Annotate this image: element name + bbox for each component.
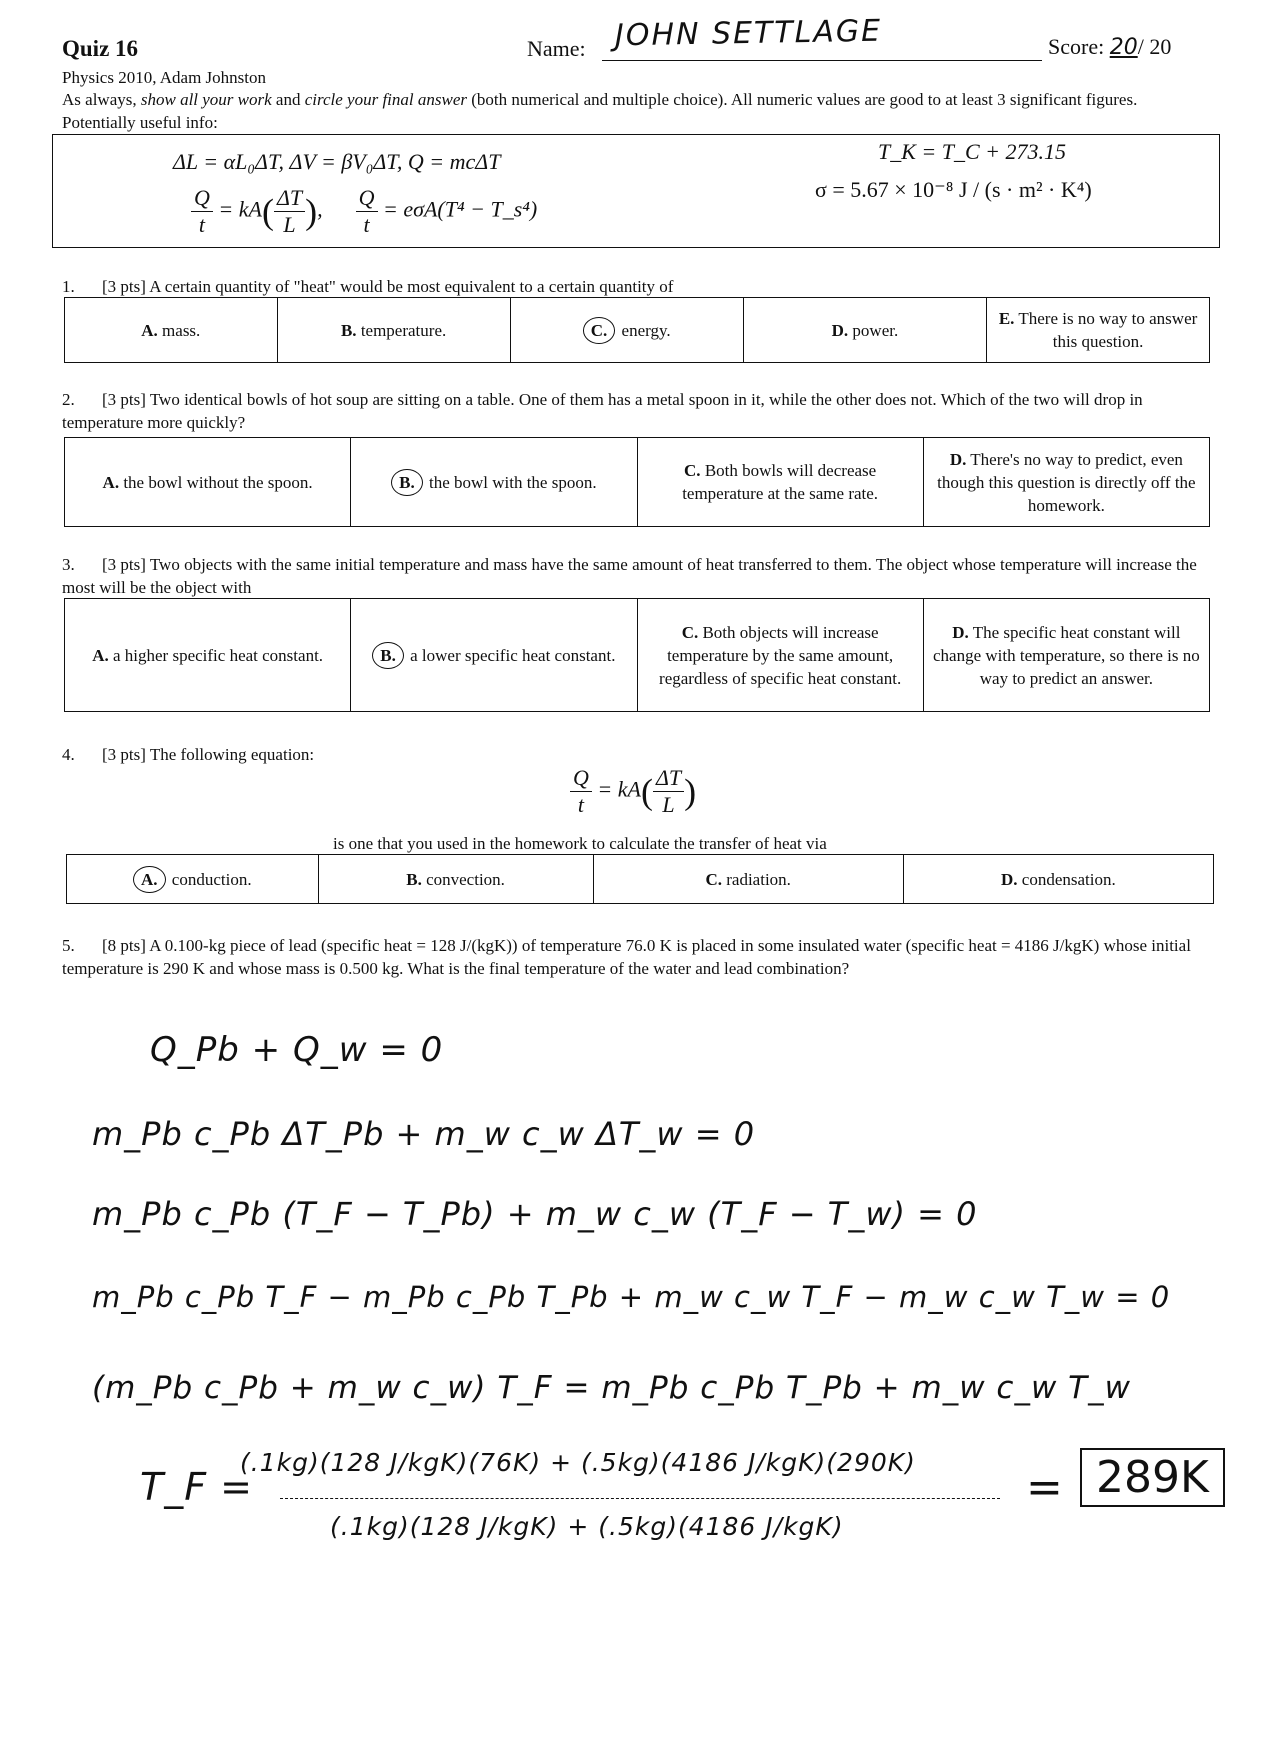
answer-q2-d[interactable] — [923, 438, 1209, 527]
score — [1048, 34, 1171, 60]
answer-text: mass. — [157, 320, 201, 340]
work-line-1: Q_Pb + Q_w = 0 — [150, 1030, 444, 1070]
answer-letter: C. — [705, 869, 722, 889]
denominator: L — [662, 792, 675, 817]
instructions — [62, 88, 1212, 134]
question-number: 1. — [62, 277, 75, 296]
tf-denominator: (.1kg)(128 J/kgK) + (.5kg)(4186 J/kgK) — [330, 1512, 844, 1541]
answer-q2-a[interactable] — [65, 438, 351, 527]
question-text: [3 pts] Two identical bowls of hot soup are sitting on a table. One of them has a metal spoon in it, while the other does not. Which of the two will drop in temperature more quickly? — [62, 390, 1143, 432]
fraction-bar — [280, 1498, 1000, 1499]
answer-letter: A. — [92, 645, 109, 665]
radiation-eq: = eσA(T⁴ − T_s⁴) — [377, 196, 538, 222]
question-number: 4. — [62, 745, 75, 764]
answer-text: energy. — [617, 320, 671, 340]
answer-q1-c[interactable] — [510, 298, 743, 363]
question-3 — [62, 553, 1212, 599]
answer-letter: A. — [141, 320, 158, 340]
score-total: / 20 — [1137, 34, 1172, 59]
numerator: Q — [191, 185, 213, 212]
question-text: [3 pts] The following equation: — [102, 745, 315, 764]
formula-heat-transfer: $\frac{Q}{t}$ = kA( $\frac{\Delta T}{L}$ ), $\frac{Q}{t}$ = eσA(T⁴ − T_s⁴) — [191, 185, 537, 238]
question-text: [3 pts] A certain quantity of "heat" would be most equivalent to a certain quantity of — [102, 277, 674, 296]
answer-text: a lower specific heat constant. — [405, 645, 616, 665]
answer-letter: D. — [1001, 869, 1018, 889]
name-label: Name: — [527, 36, 586, 61]
answer-letter: C. — [684, 461, 701, 480]
answer-text: power. — [848, 320, 899, 340]
fraction — [570, 765, 592, 818]
answer-letter: C. — [681, 622, 699, 642]
question-number: 3. — [62, 555, 75, 574]
formula-stefan-boltzmann: σ = 5.67 × 10⁻⁸ J / (s · m² · K⁴) — [815, 177, 1092, 202]
course-info: Physics 2010, Adam Johnston — [62, 68, 267, 87]
answer-text: There is no way to answer this question. — [1014, 309, 1198, 351]
equals-sign: = — [1026, 1462, 1064, 1513]
conduction-eq: = kA — [212, 196, 262, 222]
answer-letter: B. — [340, 320, 357, 340]
question-5 — [62, 934, 1212, 980]
work-line-2: m_Pb c_Pb ΔT_Pb + m_w c_w ΔT_w = 0 — [92, 1115, 756, 1153]
numerator: ΔT — [653, 765, 684, 792]
answer-text: radiation. — [722, 869, 791, 889]
answer-text: Both bowls will decrease temperature at the same rate. — [682, 461, 879, 503]
answer-text: conduction. — [167, 869, 252, 889]
answers-q1 — [64, 297, 1210, 363]
final-answer-box: 289K — [1080, 1448, 1225, 1507]
answer-q1-e[interactable] — [987, 298, 1210, 363]
denominator: t — [363, 212, 370, 237]
question-number: 5. — [62, 936, 75, 955]
formula-expansion-heat: ΔL = αL₀ΔT, ΔV = βV₀ΔT, Q = mcΔT — [173, 149, 501, 174]
formula-kelvin: T_K = T_C + 273.15 — [878, 139, 1067, 164]
denominator: L — [283, 212, 296, 237]
fraction — [191, 185, 213, 238]
answer-q3-b[interactable] — [351, 599, 637, 712]
answer-q2-b[interactable] — [351, 438, 637, 527]
answer-q1-b[interactable] — [277, 298, 510, 363]
question-4-continuation: is one that you used in the homework to calculate the transfer of heat via — [333, 834, 827, 853]
answers-q2 — [64, 437, 1210, 527]
formula-box — [52, 134, 1220, 248]
work-line-5: (m_Pb c_Pb + m_w c_w) T_F = m_Pb c_Pb T_Pb + m_w c_w T_w — [92, 1370, 1131, 1406]
answer-q1-d[interactable] — [743, 298, 986, 363]
answers-q3 — [64, 598, 1210, 712]
answer-text: The specific heat constant will change with temperature, so there is no way to predict an answer. — [933, 622, 1200, 688]
answer-letter: D. — [831, 320, 849, 340]
answer-text: the bowl without the spoon. — [119, 472, 313, 492]
fraction — [356, 185, 378, 238]
question-4 — [62, 743, 314, 766]
numerator: Q — [570, 765, 592, 792]
instructions-emphasis: circle your final answer — [304, 90, 467, 109]
answer-text: convection. — [421, 869, 505, 889]
answer-q3-d[interactable] — [923, 599, 1209, 712]
answers-q4 — [66, 854, 1214, 904]
answer-text: Both objects will increase temperature by the same amount, regardless of specific heat constant. — [659, 622, 902, 688]
fraction — [653, 765, 684, 818]
instructions-part: (both numerical and multiple choice). All numeric values are good to at least 3 significant figures. Potentially useful info: — [62, 90, 1138, 132]
instructions-emphasis: show all your work — [140, 90, 272, 109]
numerator: Q — [356, 185, 378, 212]
student-name-handwritten: JOHN SETTLAGE — [614, 13, 883, 54]
conduction-equation: $\frac{Q}{t}$ = kA( $\frac{\Delta T}{L}$ ) — [570, 765, 696, 818]
fraction — [274, 185, 305, 238]
denominator: t — [577, 792, 584, 817]
instructions-part: As always, — [62, 90, 141, 109]
score-value-handwritten: 20 — [1109, 35, 1138, 60]
answer-q4-b[interactable] — [318, 855, 593, 904]
circled-answer-marker: B. — [391, 469, 423, 496]
answer-letter: A. — [102, 472, 120, 492]
circled-answer-marker: A. — [133, 866, 166, 893]
work-line-4: m_Pb c_Pb T_F − m_Pb c_Pb T_Pb + m_w c_w T_F − m_w c_w T_w = 0 — [92, 1280, 1171, 1314]
answer-letter: E. — [998, 309, 1015, 328]
answer-q3-c[interactable] — [637, 599, 923, 712]
answer-text: temperature. — [356, 320, 447, 340]
question-text: [3 pts] Two objects with the same initial temperature and mass have the same amount of heat transferred to them. The object whose temperature will increase the most will be the object with — [62, 555, 1197, 597]
answer-text: There's no way to predict, even though this question is directly off the homework. — [937, 449, 1196, 515]
answer-text: the bowl with the spoon. — [424, 472, 597, 492]
answer-q4-c[interactable] — [593, 855, 903, 904]
answer-letter: D. — [952, 622, 969, 642]
circled-answer-marker: B. — [372, 642, 404, 669]
answer-letter: D. — [949, 449, 967, 469]
question-2 — [62, 388, 1212, 434]
question-text: [8 pts] A 0.100-kg piece of lead (specific heat = 128 J/(kgK)) of temperature 76.0 K is placed in some insulated water (specific heat = 4186 J/kgK) whose initial temperature is 290 K and whose mass is 0.500 kg. What is the final temperature of the water and lead combination? — [62, 936, 1191, 978]
answer-q1-a[interactable] — [65, 298, 278, 363]
answer-text: condensation. — [1017, 869, 1116, 889]
circled-answer-marker: C. — [583, 317, 616, 344]
name-underline — [602, 60, 1042, 61]
instructions-part: and — [271, 90, 305, 109]
score-label: Score: — [1048, 34, 1105, 59]
answer-q4-a[interactable] — [67, 855, 319, 904]
tf-numerator: (.1kg)(128 J/kgK)(76K) + (.5kg)(4186 J/kgK)(290K) — [240, 1448, 916, 1477]
question-1 — [62, 275, 673, 298]
answer-q2-c[interactable] — [637, 438, 923, 527]
answer-q4-d[interactable] — [903, 855, 1213, 904]
numerator: ΔT — [274, 185, 305, 212]
answer-text: a higher specific heat constant. — [108, 645, 324, 665]
equation-rhs: = kA — [591, 776, 641, 802]
work-line-3: m_Pb c_Pb (T_F − T_Pb) + m_w c_w (T_F − T_w) = 0 — [92, 1195, 978, 1233]
answer-letter: B. — [406, 869, 422, 889]
quiz-title: Quiz 16 — [62, 36, 139, 61]
tf-label: T_F = — [140, 1465, 253, 1509]
answer-q3-a[interactable] — [65, 599, 351, 712]
denominator: t — [198, 212, 205, 237]
question-number: 2. — [62, 390, 75, 409]
